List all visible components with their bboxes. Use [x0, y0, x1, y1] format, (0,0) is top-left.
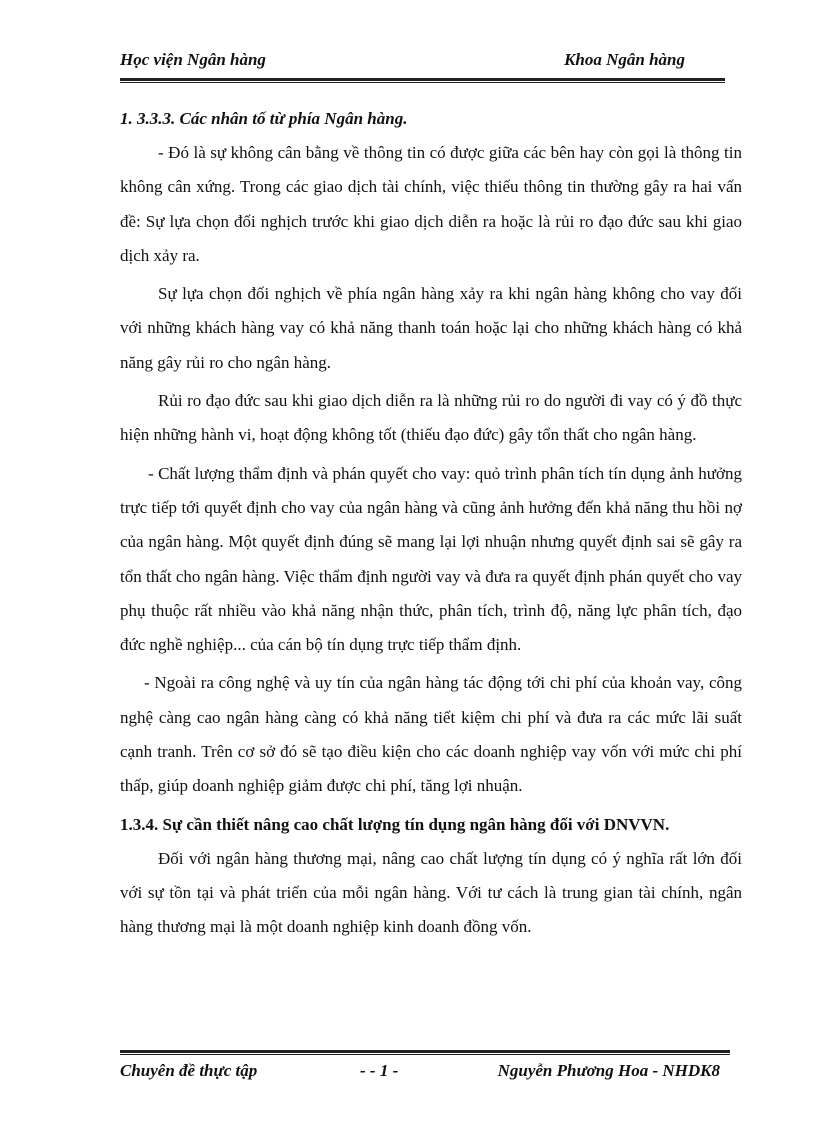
paragraph-adverse-selection: Sự lựa chọn đối nghịch về phía ngân hàng xảy ra khi ngân hàng không cho vay đối với những khách hàng vay có khả năng thanh toán hoặc lại cho những khách hàng có khả năng gây rủi ro cho ngân hàng. — [120, 284, 742, 372]
paragraph-moral-hazard: Rủi ro đạo đức sau khi giao dịch diễn ra là những rủi ro do người đi vay có ý đồ thực hiện những hành vi, hoạt động không tốt (thiếu đạo đức) gây tổn thất cho ngân hàng. — [120, 391, 742, 445]
section-heading-1-3-3-3: 1. 3.3.3. Các nhân tố từ phía Ngân hàng. — [120, 109, 408, 128]
footer-author: Nguyễn Phương Hoa - NHDK8 — [497, 1061, 720, 1080]
page-header — [120, 50, 685, 74]
paragraph-information-asymmetry: - Đó là sự không cân bằng về thông tin có được giữa các bên hay còn gọi là thông tin không cân xứng. Trong các giao dịch tài chính, việc thiếu thông tin thường gây ra hai vấn đề: Sự lựa chọn đối nghịch trước khi giao dịch diễn ra hoặc là rủi ro đạo đức sau khi giao dịch xảy ra. — [120, 143, 742, 265]
footer-divider — [120, 1050, 730, 1055]
paragraph-technology-reputation: - Ngoài ra công nghệ và uy tín của ngân hàng tác động tới chi phí của khoản vay, công nghệ càng cao ngân hàng càng có khả năng tiết kiệm chi phí và đưa ra các mức lãi suất cạnh tranh. Trên cơ sở đó sẽ tạo điều kiện cho các doanh nghiệp vay vốn với mức chi phí thấp, giúp doanh nghiệp giảm được chi phí, tăng lợi nhuận. — [120, 673, 742, 796]
section-heading-1-3-4: 1.3.4. Sự cần thiết nâng cao chất lượng tín dụng ngân hàng đối với DNVVN. — [120, 814, 670, 834]
paragraph-appraisal-quality: - Chất lượng thẩm định và phán quyết cho vay: quỏ trình phân tích tín dụng ảnh hưởng trực tiếp tới quyết định cho vay của ngân hàng và cũng ảnh hưởng đến khả năng thu hồi nợ của ngân hàng. Một quyết định đúng sẽ mang lại lợi nhuận nhưng quyết định sai sẽ gây ra tổn thất cho ngân hàng. Việc thẩm định người vay và đưa ra quyết định phán quyết cho vay phụ thuộc rất nhiều vào khả năng nhận thức, phân tích, trình độ, năng lực phân tích, đạo đức nghề nghiệp... của cán bộ tín dụng trực tiếp thẩm định. — [120, 463, 742, 655]
header-institution: Học viện Ngân hàng — [120, 50, 266, 69]
footer-document-type: Chuyên đề thực tập — [120, 1061, 258, 1080]
page-footer — [120, 1061, 720, 1085]
header-divider — [120, 78, 725, 83]
paragraph-credit-quality-importance: Đối với ngân hàng thương mại, nâng cao chất lượng tín dụng có ý nghĩa rất lớn đối với sự tồn tại và phát triển của mỗi ngân hàng. Với tư cách là trung gian tài chính, ngân hàng thương mại là một doanh nghiệp kinh doanh đồng vốn. — [120, 848, 742, 937]
footer-page-number: - - 1 - — [360, 1061, 399, 1080]
header-faculty: Khoa Ngân hàng — [564, 50, 685, 69]
page-body — [120, 102, 742, 949]
